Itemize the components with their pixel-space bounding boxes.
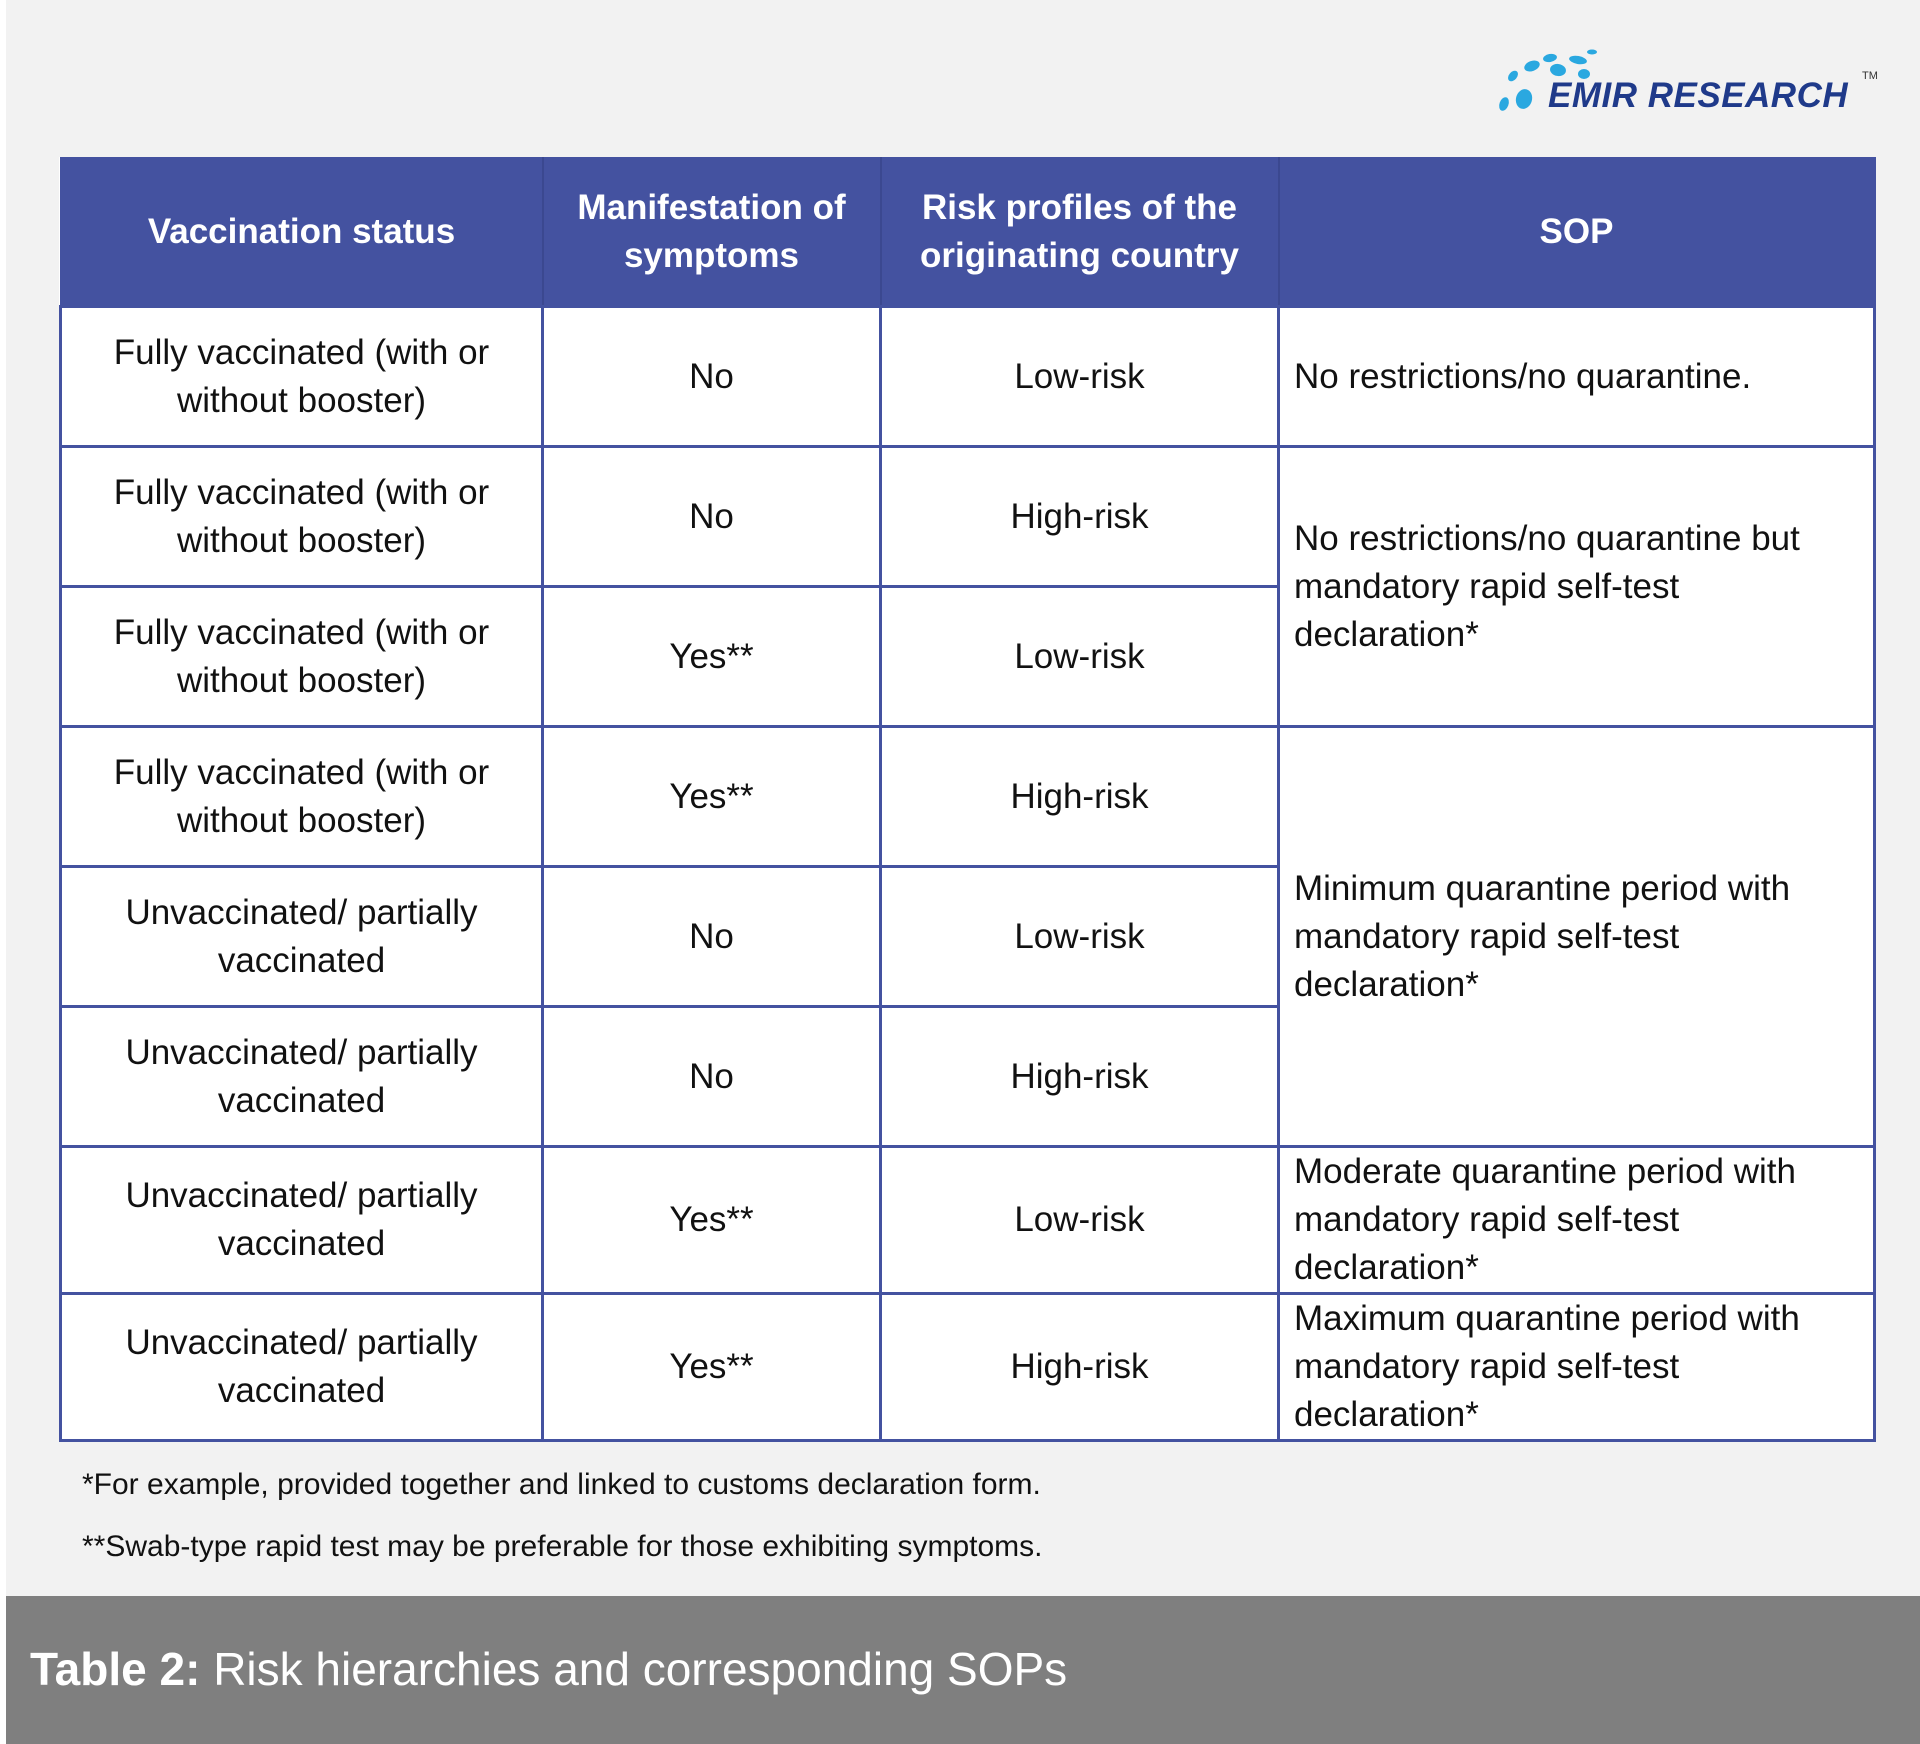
cell-symptoms: Yes** [543,1147,881,1294]
header-sop: SOP [1279,158,1875,307]
cell-symptoms: No [543,447,881,587]
caption-label: Table 2: [30,1643,201,1695]
header-manifestation-of-symptoms: Manifestation of symptoms [543,158,881,307]
table-row [61,1294,1875,1441]
cell-symptoms: Yes** [543,727,881,867]
table-row [61,307,1875,447]
header-vaccination-status: Vaccination status [61,158,543,307]
cell-sop: No restrictions/no quarantine. [1279,307,1875,447]
table-row [61,727,1875,867]
cell-symptoms: Yes** [543,587,881,727]
logo-wordmark: EMIR RESEARCH [1548,76,1849,115]
cell-symptoms: No [543,1007,881,1147]
cell-risk-profile: Low-risk [881,307,1279,447]
cell-vaccination-status: Fully vaccinated (with or without booster) [61,447,543,587]
table-row [61,447,1875,587]
cell-sop: Minimum quarantine period with mandatory rapid self-test declaration* [1279,727,1875,1147]
cell-vaccination-status: Fully vaccinated (with or without booster) [61,587,543,727]
cell-vaccination-status: Fully vaccinated (with or without booster) [61,307,543,447]
sop-table [59,157,1876,1442]
cell-risk-profile: High-risk [881,727,1279,867]
cell-risk-profile: High-risk [881,1007,1279,1147]
caption-bar [6,1596,1920,1744]
footnote-swab-test: **Swab-type rapid test may be preferable for those exhibiting symptoms. [82,1530,1043,1563]
cell-risk-profile: Low-risk [881,1147,1279,1294]
cell-symptoms: No [543,307,881,447]
caption-text: Risk hierarchies and corresponding SOPs [200,1643,1068,1695]
cell-sop: Maximum quarantine period with mandatory rapid self-test declaration* [1279,1294,1875,1441]
cell-risk-profile: Low-risk [881,867,1279,1007]
table-footnotes [82,1468,1042,1592]
cell-vaccination-status: Unvaccinated/ partially vaccinated [61,1007,543,1147]
cell-risk-profile: High-risk [881,447,1279,587]
cell-vaccination-status: Unvaccinated/ partially vaccinated [61,867,543,1007]
table-caption [30,1642,1067,1696]
cell-vaccination-status: Unvaccinated/ partially vaccinated [61,1294,543,1441]
cell-sop: No restrictions/no quarantine but mandatory rapid self-test declaration* [1279,447,1875,727]
emir-research-logo [1488,44,1888,124]
cell-symptoms: No [543,867,881,1007]
cell-risk-profile: Low-risk [881,587,1279,727]
cell-risk-profile: High-risk [881,1294,1279,1441]
cell-sop: Moderate quarantine period with mandatory rapid self-test declaration* [1279,1147,1875,1294]
cell-symptoms: Yes** [543,1294,881,1441]
table-header-row [61,158,1875,307]
header-risk-profiles: Risk profiles of the originating country [881,158,1279,307]
cell-vaccination-status: Unvaccinated/ partially vaccinated [61,1147,543,1294]
footnote-customs-declaration: *For example, provided together and linked to customs declaration form. [82,1468,1041,1501]
cell-vaccination-status: Fully vaccinated (with or without booster) [61,727,543,867]
table-row [61,1147,1875,1294]
trademark-mark: TM [1862,70,1878,82]
